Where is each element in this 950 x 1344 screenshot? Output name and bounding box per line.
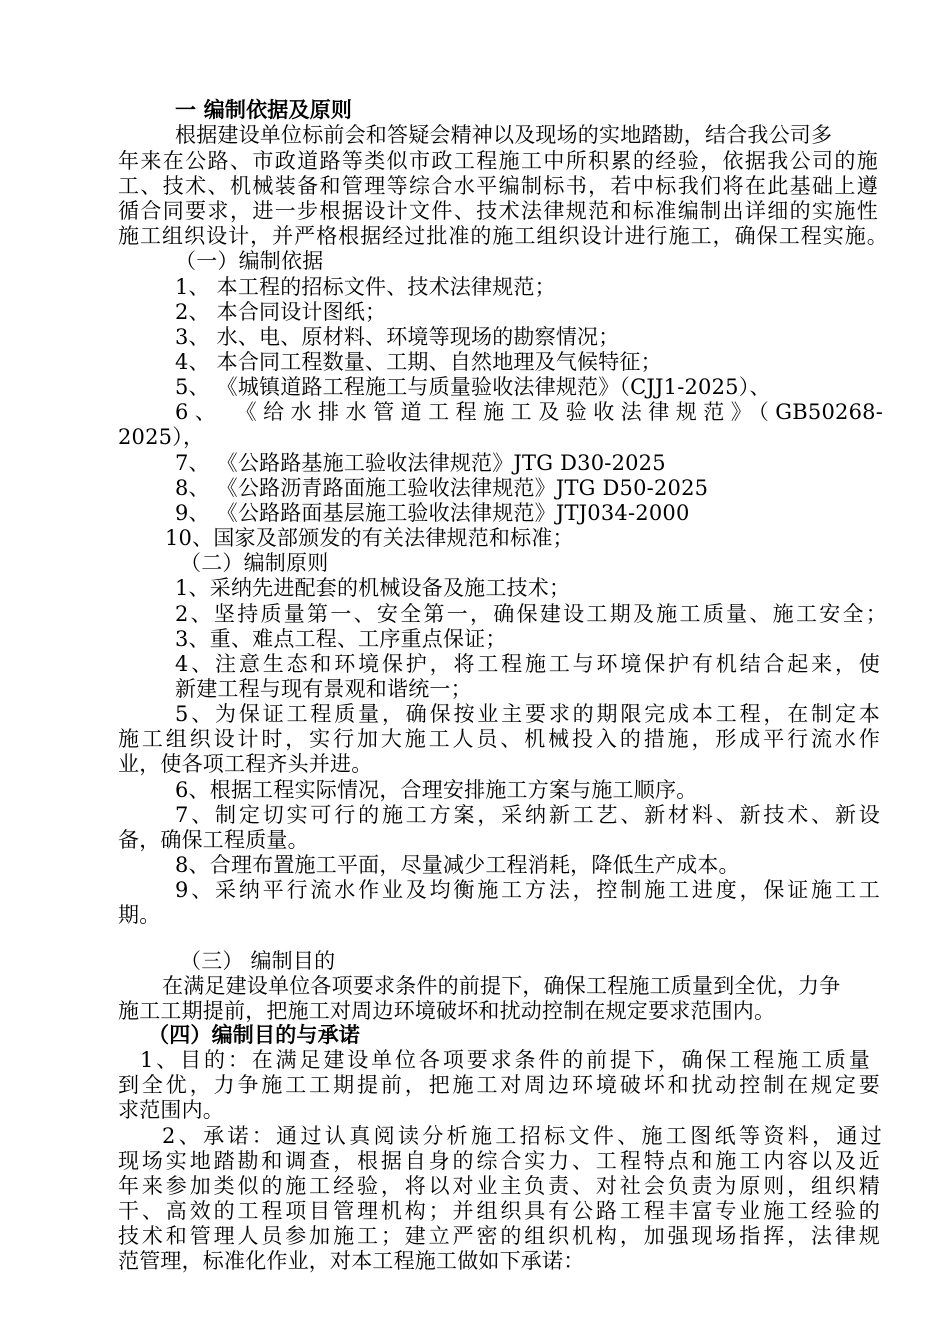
basis-item: 5、 《城镇道路工程施工与质量验收法律规范》（CJJ1-2025）、 (175, 375, 771, 399)
intro-line: 施工组织设计，并严格根据经过批准的施工组织设计进行施工，确保工程实施。 (118, 224, 888, 248)
principle-title: （二）编制原则 (180, 551, 329, 575)
commit-line: 求范围内。 (118, 1098, 224, 1122)
commit-line: 2、承诺：通过认真阅读分析施工招标文件、施工图纸等资料，通过 (162, 1124, 882, 1148)
basis-item: 10、国家及部颁发的有关法律规范和标准； (165, 526, 574, 550)
basis-item: 8、 《公路沥青路面施工验收法律规范》JTG D50-2025 (175, 476, 709, 500)
commit-line: 技术和管理人员参加施工；建立严密的组织机构，加强现场指挥，法律规 (118, 1224, 880, 1248)
basis-item: 1、 本工程的招标文件、技术法律规范； (175, 275, 556, 299)
intro-line: 年来在公路、市政道路等类似市政工程施工中所积累的经验，依据我公司的施 (118, 149, 878, 173)
purpose-line: 在满足建设单位各项要求条件的前提下，确保工程施工质量到全优，力争 (162, 974, 841, 998)
principle-item: 4、注意生态和环境保护，将工程施工与环境保护有机结合起来，使 (175, 652, 880, 676)
basis-item: 4、 本合同工程数量、工期、自然地理及气候特征； (175, 350, 662, 374)
intro-line: 循合同要求，进一步根据设计文件、技术法律规范和标准编制出详细的实施性 (118, 199, 878, 223)
principle-item: 8、合理布置施工平面，尽量减少工程消耗，降低生产成本。 (175, 853, 740, 877)
principle-item: 新建工程与现有景观和谐统一； (175, 677, 472, 701)
principle-item: 1、采纳先进配套的机械设备及施工技术； (175, 576, 571, 600)
basis-item: 2、 本合同设计图纸； (175, 300, 387, 324)
commit-line: 年来参加类似的施工经验，将以对业主负责、对社会负责为原则，组织精 (118, 1174, 880, 1198)
intro-line: 根据建设单位标前会和答疑会精神以及现场的实地踏勘，结合我公司多 (175, 123, 833, 147)
commit-line: 1、目的：在满足建设单位各项要求条件的前提下，确保工程施工质量 (140, 1048, 870, 1072)
principle-item: 期。 (118, 903, 161, 927)
principle-item: 3、重、难点工程、工序重点保证； (175, 627, 507, 651)
principle-item: 9、采纳平行流水作业及均衡施工方法，控制施工进度，保证施工工 (175, 878, 880, 902)
principle-item: 施工组织设计时，实行加大施工人员、机械投入的措施，形成平行流水作 (118, 727, 880, 751)
basis-item: 3、 水、电、原材料、环境等现场的勘察情况； (175, 325, 620, 349)
principle-item: 备，确保工程质量。 (118, 828, 309, 852)
commit-line: 到全优，力争施工工期提前，把施工对周边环境破坏和扰动控制在规定要 (118, 1073, 880, 1097)
commit-line: 干、高效的工程项目管理机构；并组织具有公路工程丰富专业施工经验的 (118, 1199, 880, 1223)
basis-item: 2025）， (118, 425, 205, 449)
commit-line: 现场实地踏勘和调查，根据自身的综合实力、工程特点和施工内容以及近 (118, 1149, 880, 1173)
basis-item: 6、 《给水排水管道工程施工及验收法律规范》（GB50268- (175, 400, 883, 424)
intro-line: 工、技术、机械装备和管理等综合水平编制标书，若中标我们将在此基础上遵 (118, 174, 878, 198)
commit-title: （四）编制目的与承诺 (148, 1023, 360, 1047)
basis-item: 9、 《公路路面基层施工验收法律规范》JTJ034-2000 (175, 501, 690, 525)
principle-item: 5、为保证工程质量，确保按业主要求的期限完成本工程，在制定本 (175, 702, 880, 726)
principle-item: 7、制定切实可行的施工方案，采纳新工艺、新材料、新技术、新设 (175, 803, 880, 827)
section-heading: 一 编制依据及原则 (175, 98, 353, 122)
purpose-line: 施工工期提前，把施工对周边环境破坏和扰动控制在规定要求范围内。 (118, 999, 776, 1023)
principle-item: 业，使各项工程齐头并进。 (118, 752, 373, 776)
purpose-title: （三） 编制目的 (180, 949, 336, 973)
basis-item: 7、 《公路路基施工验收法律规范》JTG D30-2025 (175, 451, 666, 475)
principle-item: 2、坚持质量第一、安全第一，确保建设工期及施工质量、施工安全； (175, 602, 887, 626)
principle-item: 6、根据工程实际情况，合理安排施工方案与施工顺序。 (175, 778, 698, 802)
commit-line: 范管理，标准化作业，对本工程施工做如下承诺： (118, 1249, 585, 1273)
basis-title: （一）编制依据 (175, 249, 324, 273)
